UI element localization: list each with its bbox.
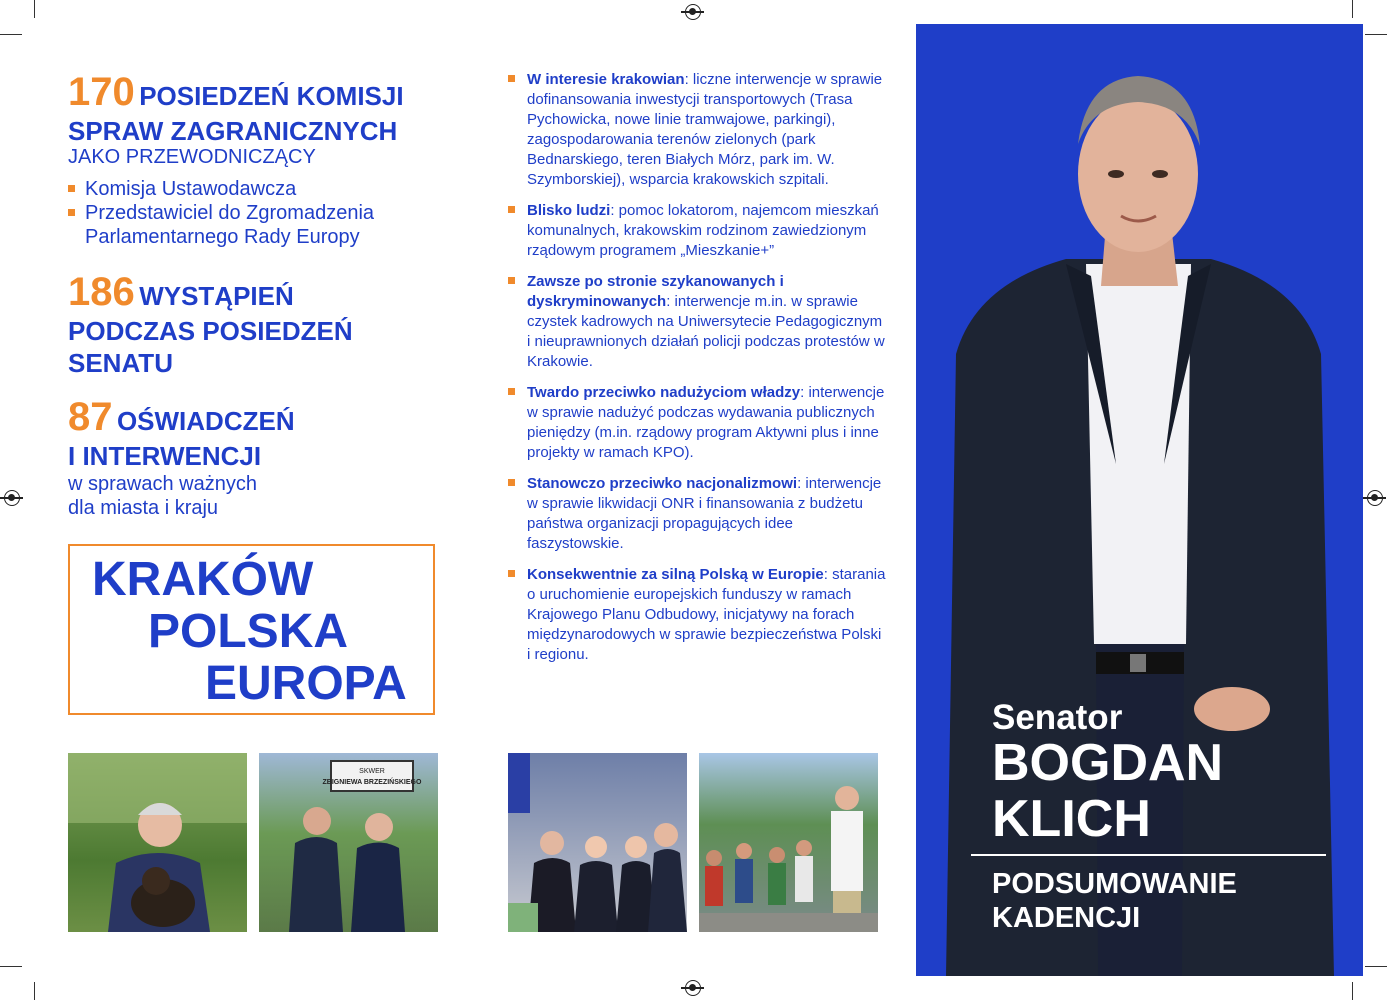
interventions-caption: w sprawach ważnych dla miasta i kraju <box>68 473 257 519</box>
registration-mark-icon <box>685 4 701 20</box>
committee-list <box>68 177 374 249</box>
term-summary-line-2: KADENCJI <box>992 902 1141 934</box>
photo-group <box>508 753 687 932</box>
list-item: Konsekwentnie za silną Polską w Europie: starania o uruchomienie europejskich funduszy w ramach Krajowego Planu Odbudowy, inicjatywy na forach międzynarodowych w sprawie bezpieczeństwa Polski i regionu. <box>508 565 888 665</box>
stat-label: OŚWIADCZEŃ <box>116 406 295 436</box>
crop-mark <box>1352 982 1353 1000</box>
slogan-box <box>68 544 435 715</box>
registration-mark-icon <box>1367 490 1383 506</box>
stat-committee-sessions <box>68 70 404 147</box>
slogan-line-europa: EUROPA <box>205 657 407 710</box>
stat-number: 186 <box>68 270 135 314</box>
list-item: Przedstawiciel do Zgromadzenia Parlamentarnego Rady Europy <box>68 201 374 249</box>
senator-last-name: KLICH <box>992 790 1151 848</box>
street-sign-text: SKWER <box>359 768 385 775</box>
stat-label: POSIEDZEŃ KOMISJI <box>139 81 404 111</box>
role-caption: JAKO PRZEWODNICZĄCY <box>68 146 316 168</box>
stat-label-line: SENATU <box>68 348 173 378</box>
photo-marathon <box>699 753 878 932</box>
crop-mark <box>34 0 35 18</box>
stat-number: 170 <box>68 70 135 114</box>
slogan-line-krakow: KRAKÓW <box>92 553 314 606</box>
slogan-line-polska: POLSKA <box>148 605 349 658</box>
senator-first-name: BOGDAN <box>992 734 1224 792</box>
list-item: Blisko ludzi: pomoc lokatorom, najemcom mieszkań komunalnych, krakowskim rodzinom zawiedzionym rządowym programem „Mieszkanie+” <box>508 201 888 261</box>
list-item: Twardo przeciwko nadużyciom władzy: interwencje w sprawie nadużyć podczas wydawania publicznych pieniędzy (m.in. rządowy program Aktywni plus i inne projekty w ramach KPO). <box>508 383 888 463</box>
list-item: Komisja Ustawodawcza <box>68 177 374 201</box>
crop-mark <box>1352 0 1353 18</box>
crop-mark <box>0 966 22 967</box>
crop-mark <box>0 34 22 35</box>
stat-number: 87 <box>68 395 113 439</box>
crop-mark <box>1365 966 1387 967</box>
list-item: Zawsze po stronie szykanowanych i dyskryminowanych: interwencje m.in. w sprawie czystek kadrowych na Uniwersytecie Pedagogicznym i nieuprawnionych działań policji podczas protestów w Krakowie. <box>508 272 888 372</box>
registration-mark-icon <box>685 980 701 996</box>
stat-label-line: PODCZAS POSIEDZEŃ <box>68 316 353 346</box>
photo-with-dog <box>68 753 247 932</box>
stat-speeches <box>68 270 353 379</box>
stat-label: WYSTĄPIEŃ <box>139 281 294 311</box>
list-item: W interesie krakowian: liczne interwencje w sprawie dofinansowania inwestycji transportowych (Trasa Pychowicka, nowe linie tramwajowe, parkingi), zagospodarowania terenów zielonych (park Bednarskiego, teren Białych Mórz, park im. W. Szymborskiej), wsparcia krakowskich szpitali. <box>508 70 888 190</box>
street-sign-text: ZBIGNIEWA BRZEZIŃSKIEGO <box>322 779 422 786</box>
registration-mark-icon <box>4 490 20 506</box>
crop-mark <box>34 982 35 1000</box>
term-summary-line-1: PODSUMOWANIE <box>992 868 1237 900</box>
list-item: Stanowczo przeciwko nacjonalizmowi: interwencje w sprawie likwidacji ONR i finansowania z budżetu państwa organizacji propagujących idee faszystowskie. <box>508 474 888 554</box>
achievements-list <box>508 70 888 676</box>
senator-title: Senator <box>992 698 1123 737</box>
stat-statements <box>68 395 295 472</box>
stat-label-line: SPRAW ZAGRANICZNYCH <box>68 116 398 146</box>
photo-street-sign <box>259 753 438 932</box>
stat-label-line: I INTERWENCJI <box>68 441 262 471</box>
crop-mark <box>1365 34 1387 35</box>
